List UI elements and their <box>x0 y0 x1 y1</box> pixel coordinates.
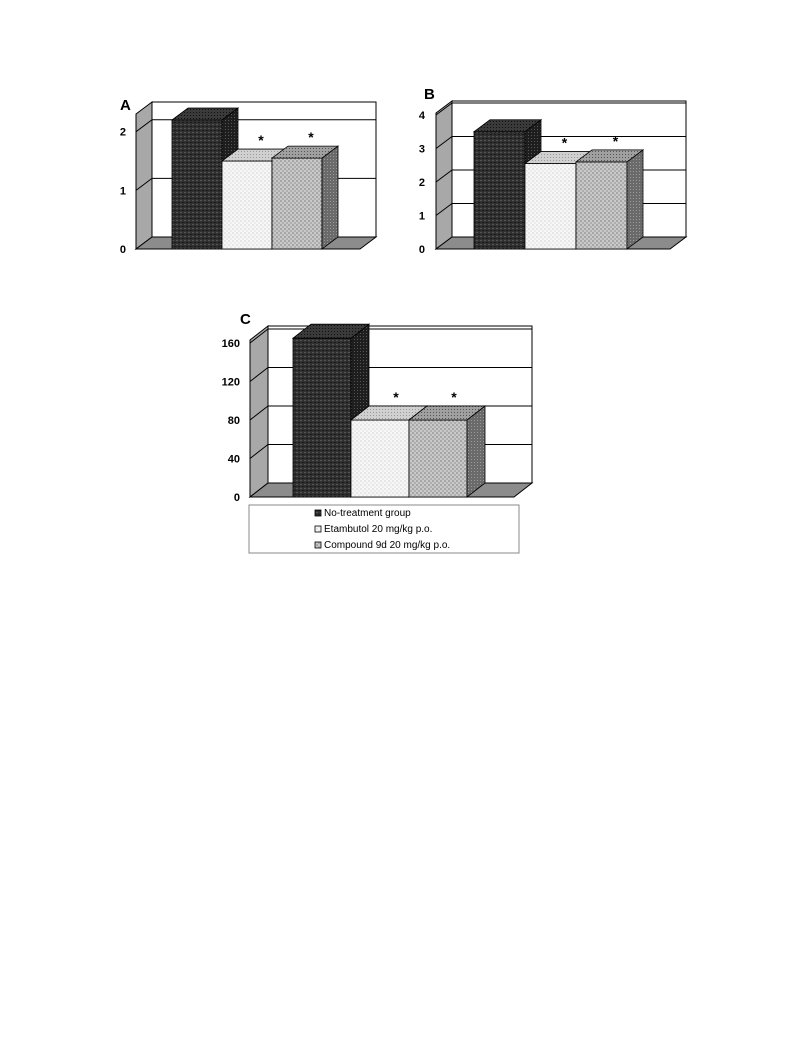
legend-swatch <box>315 510 321 516</box>
y-tick-label: 4 <box>418 110 425 122</box>
panel-label: C <box>240 311 251 328</box>
plot-side-wall <box>436 101 452 249</box>
bar-front <box>222 161 272 249</box>
bar-front <box>576 162 627 249</box>
bar-front <box>172 120 222 249</box>
significance-star: * <box>561 134 568 151</box>
plot-side-wall <box>250 326 268 497</box>
y-tick-label: 80 <box>227 415 240 427</box>
bar-front <box>272 158 322 249</box>
legend-entry: Compound 9d 20 mg/kg p.o. <box>324 540 451 551</box>
chart-panel-c <box>222 311 532 504</box>
y-tick-label: 0 <box>233 492 240 504</box>
y-tick-label: 0 <box>418 244 425 256</box>
y-tick-label: 1 <box>119 185 126 198</box>
chart-panel-b <box>419 86 686 256</box>
significance-star: * <box>258 132 264 149</box>
significance-star: * <box>612 132 619 149</box>
y-tick-label: 3 <box>418 143 425 156</box>
bar-front <box>525 164 576 249</box>
panel-label: B <box>424 86 435 103</box>
significance-star: * <box>308 129 314 146</box>
y-tick-label: 120 <box>221 376 240 389</box>
bar-side <box>467 406 485 497</box>
y-tick-label: 2 <box>418 177 425 189</box>
bar-front <box>474 132 525 249</box>
panel-label: A <box>120 97 131 114</box>
significance-star: * <box>451 389 457 405</box>
y-tick-label: 1 <box>418 210 425 223</box>
significance-star: * <box>393 389 399 405</box>
y-tick-label: 2 <box>119 126 126 139</box>
bar-side <box>627 150 643 249</box>
legend-entry: No-treatment group <box>324 508 411 519</box>
legend-entry: Etambutol 20 mg/kg p.o. <box>324 524 433 535</box>
legend-swatch <box>315 526 321 532</box>
chart-legend <box>249 505 519 553</box>
bar-side <box>322 146 338 249</box>
bar-front <box>351 420 409 497</box>
y-tick-label: 0 <box>119 244 126 256</box>
bar-front <box>293 338 351 497</box>
plot-side-wall <box>136 102 152 249</box>
legend-swatch <box>315 542 321 548</box>
chart-panel-a <box>120 97 376 256</box>
y-tick-label: 160 <box>221 338 240 350</box>
y-tick-label: 40 <box>227 453 240 466</box>
bar-front <box>409 420 467 497</box>
